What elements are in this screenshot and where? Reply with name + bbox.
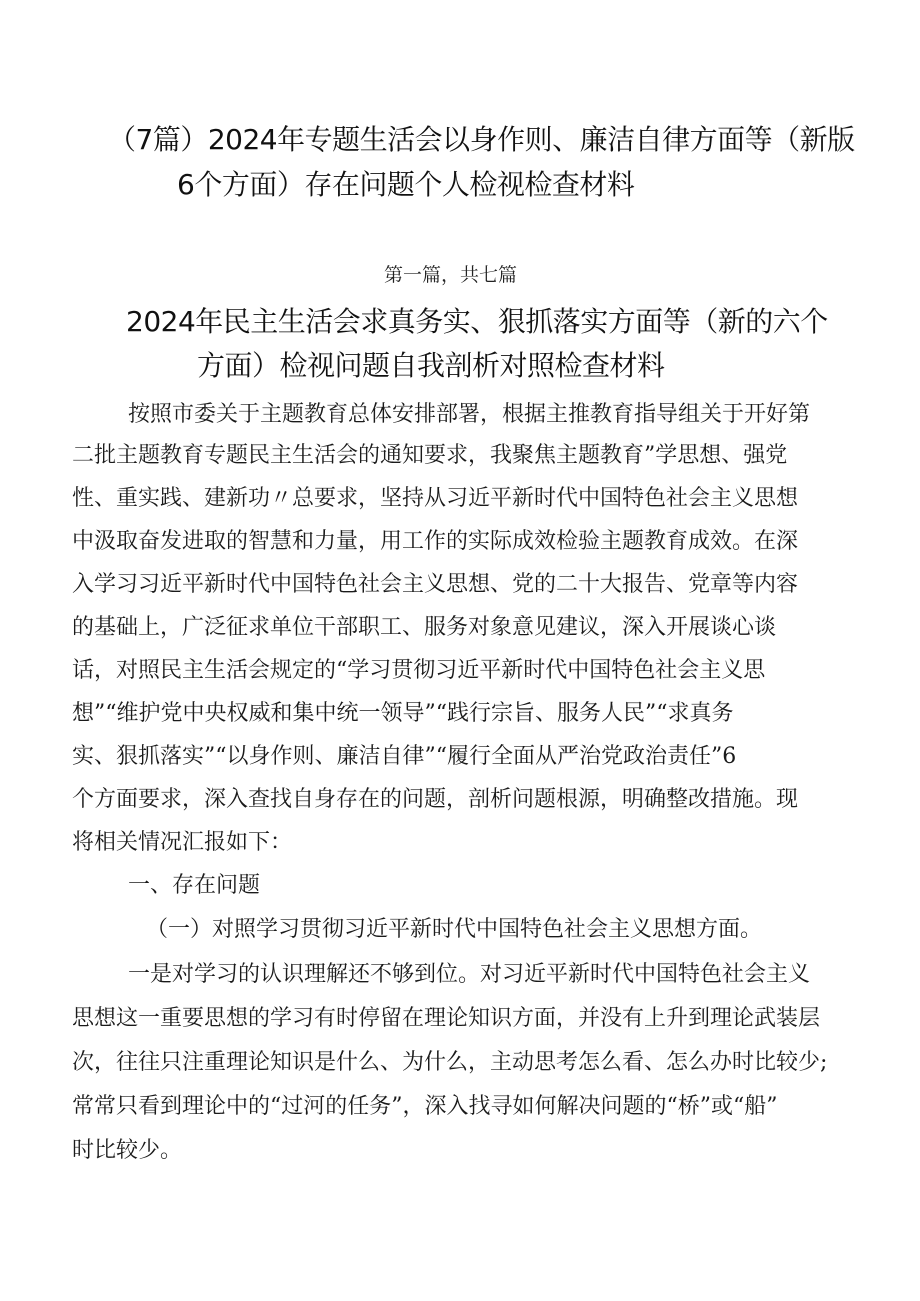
section-heading: 一、存在问题	[128, 873, 261, 898]
part-label: 第一篇，共七篇	[384, 264, 518, 286]
intro-line: 中汲取奋发进取的智慧和力量，用工作的实际成效检验主题教育成效。在深	[72, 529, 799, 554]
intro-line: 入学习习近平新时代中国特色社会主义思想、党的二十大报告、党章等内容	[72, 572, 799, 597]
point-line: 次，往往只注重理论知识是什么、为什么，主动思考怎么看、怎么办时比较少;	[72, 1050, 828, 1075]
document-title-line-2: 6个方面）存在问题个人检视检查材料	[177, 168, 635, 201]
point-line: 常常只看到理论中的“过河的任务”，深入找寻如何解决问题的“桥”或“船”	[72, 1094, 778, 1119]
intro-line: 性、重实践、建新功〃总要求，坚持从习近平新时代中国特色社会主义思想	[72, 486, 799, 511]
intro-line: 的基础上，广泛征求单位干部职工、服务对象意见建议，深入开展谈心谈	[72, 615, 777, 640]
intro-line: 话，对照民主生活会规定的“学习贯彻习近平新时代中国特色社会主义思	[72, 658, 766, 683]
intro-line: 个方面要求，深入查找自身存在的问题，剖析问题根源，明确整改措施。现	[72, 787, 799, 812]
intro-line: 想”“维护党中央权威和集中统一领导”“践行宗旨、服务人民”“求真务	[72, 701, 734, 726]
article-title-line-1: 2024年民主生活会求真务实、狠抓落实方面等（新的六个	[126, 305, 828, 338]
point-line: 一是对学习的认识理解还不够到位。对习近平新时代中国特色社会主义	[128, 962, 811, 987]
subsection-heading: （一）对照学习贯彻习近平新时代中国特色社会主义思想方面。	[146, 917, 763, 942]
intro-line: 实、狠抓落实”“以身作则、廉洁自律”“履行全面从严治党政治责任”6	[72, 744, 737, 769]
intro-line: 二批主题教育专题民主生活会的通知要求，我聚焦主题教育”学思想、强党	[72, 443, 788, 468]
article-title-line-2: 方面）检视问题自我剖析对照检查材料	[197, 349, 665, 382]
intro-line: 将相关情况汇报如下：	[72, 830, 293, 855]
intro-line: 按照市委关于主题教育总体安排部署，根据主推教育指导组关于开好第	[128, 402, 811, 427]
point-line: 思想这一重要思想的学习有时停留在理论知识方面，并没有上升到理论武装层	[72, 1006, 821, 1031]
document-title-line-1: （7篇）2024年专题生活会以身作则、廉洁自律方面等（新版	[108, 123, 855, 156]
point-line: 时比较少。	[72, 1138, 183, 1163]
